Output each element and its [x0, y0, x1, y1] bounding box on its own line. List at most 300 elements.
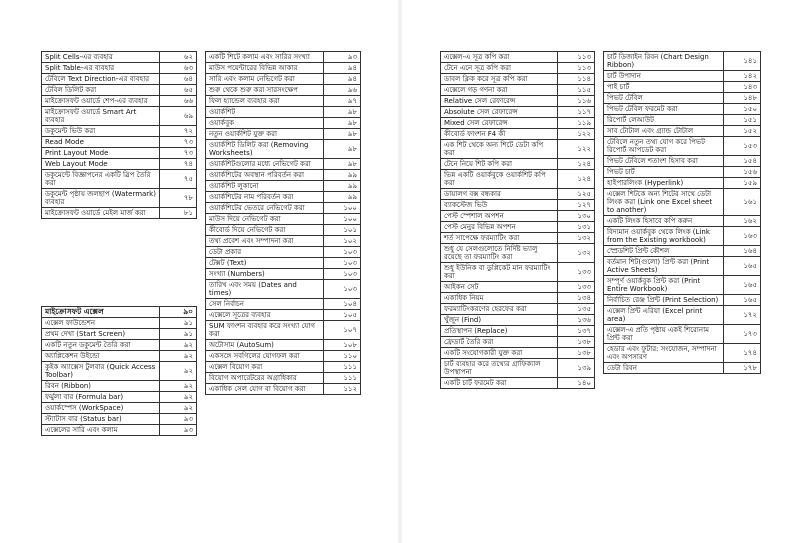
toc-entry-title: টেবিল ডিলিট করা — [42, 85, 160, 96]
toc-entry-title: পেস্ট মেনুর বিভিন্ন অপশন — [441, 222, 558, 233]
toc-page-number: ১৩০ — [558, 211, 595, 222]
toc-page-number: ১৪২ — [724, 71, 761, 82]
toc-page-number: ৭২ — [160, 126, 197, 137]
toc-page-number: ৯৩ — [160, 414, 197, 425]
toc-page-number: ১১৪ — [558, 74, 595, 85]
toc-entry-title: টেবিলে Text Direction-এর ব্যবহার — [42, 74, 160, 85]
toc-row — [206, 214, 361, 225]
toc-page-number: ১৬১ — [724, 189, 761, 216]
toc-entry-title: এক্সেল-এ সূত্র কপি করা — [441, 52, 558, 63]
toc-page-number: ১০৭ — [324, 321, 361, 340]
toc-row — [42, 381, 197, 392]
toc-entry-title: এক শিট থেকে অন্য শিটে ডেটা কপি করা — [441, 140, 558, 159]
toc-page-number: ১০৩ — [324, 280, 361, 299]
toc-entry-title: বিয়োগ অপারেটরের অগ্রাধিকার — [206, 373, 324, 384]
toc-page-number: ৯৪ — [324, 63, 361, 74]
section-title: মাইক্রোসফট এক্সেল — [42, 307, 160, 318]
toc-row — [441, 74, 595, 85]
toc-page-number: ৯৩ — [324, 52, 361, 63]
toc-entry-title: চার্ট ডিজাইন রিবন (Chart Design Ribbon) — [604, 52, 724, 71]
toc-row — [206, 74, 361, 85]
toc-page-number: ৯৯ — [324, 170, 361, 181]
toc-row — [42, 126, 197, 137]
toc-page-number: ১৩৫ — [558, 304, 595, 315]
toc-entry-title: ওয়ার্কশিটের ভেতরে নেভিগেট করা — [206, 203, 324, 214]
toc-entry-title: একটি নতুন ডকুমেন্ট তৈরি করা — [42, 340, 160, 351]
toc-page-number: ১০০ — [324, 214, 361, 225]
toc-row — [441, 140, 595, 159]
toc-page-number: ১৩২ — [558, 233, 595, 244]
toc-entry-title: শুধু ইউনিক বা ডুপ্লিকেট মান ফরম্যাটিং করা — [441, 263, 558, 282]
book-spine — [398, 0, 402, 543]
toc-page-number: ১০৮ — [324, 340, 361, 351]
toc-page-number: ৬৩ — [160, 63, 197, 74]
section-heading-row — [42, 307, 197, 318]
toc-page-number: ১১১ — [324, 373, 361, 384]
toc-page-number: ১৬৩ — [724, 227, 761, 246]
toc-entry-title: একটি সংযোগকারী যুক্ত করা — [441, 348, 558, 359]
toc-row — [604, 52, 761, 71]
toc-row — [441, 189, 595, 200]
toc-entry-title: একসঙ্গে সবগিলের যোগফল করা — [206, 351, 324, 362]
toc-row — [604, 216, 761, 227]
toc-page-number: ৯১ — [160, 318, 197, 329]
toc-page-number: ১২৭ — [558, 200, 595, 211]
toc-entry-title: মাইক্রোসফট ওয়ার্ডে শেপ-এর ব্যবহার — [42, 96, 160, 107]
toc-entry-title: নির্বাচিত রেঞ্জ প্রিন্ট (Print Selection) — [604, 295, 724, 306]
toc-entry-title: Web Layout Mode — [42, 159, 160, 170]
toc-page-number: ৬৯ — [160, 107, 197, 126]
toc-page-number: ১৬২ — [724, 216, 761, 227]
toc-entry-title: রিপোর্ট লেআউট — [604, 115, 724, 126]
toc-entry-title: খুঁজুন (Find) — [441, 315, 558, 326]
toc-row — [42, 351, 197, 362]
toc-row — [604, 295, 761, 306]
toc-page-number: ১১২ — [324, 384, 361, 395]
toc-row — [206, 181, 361, 192]
toc-row — [42, 403, 197, 414]
toc-row — [441, 233, 595, 244]
toc-page-number: ৯৮ — [324, 159, 361, 170]
toc-row — [441, 52, 595, 63]
toc-row — [604, 276, 761, 295]
toc-page-number: ১২৫ — [558, 189, 595, 200]
toc-entry-title: চার্ট ব্যবহার করে তথ্যের গ্রাফিক্যাল উপস্থাপনা — [441, 359, 558, 378]
toc-row — [441, 85, 595, 96]
toc-entry-title: কীবোর্ড ফাংশন F4 কী — [441, 129, 558, 140]
toc-entry-title: ডায়ালগ বক্স বন্ধকার — [441, 189, 558, 200]
toc-row — [206, 269, 361, 280]
toc-entry-title: সম্পূর্ণ ওয়ার্কবুক প্রিন্ট করা (Print Entire Workbook) — [604, 276, 724, 295]
toc-row — [206, 170, 361, 181]
toc-page-number: ৯৮ — [324, 140, 361, 159]
toc-row — [42, 96, 197, 107]
toc-page-number: ১১৫ — [558, 85, 595, 96]
toc-page-number: ১৩৩ — [558, 282, 595, 293]
toc-page-number: ১৫১ — [724, 115, 761, 126]
toc-row — [206, 85, 361, 96]
toc-row — [441, 222, 595, 233]
toc-entry-title: অটোসাম (AutoSum) — [206, 340, 324, 351]
toc-page-number: ৬২ — [160, 52, 197, 63]
toc-entry-title: তারিখ এবং সময় (Dates and times) — [206, 280, 324, 299]
toc-page-number: ৯২ — [160, 392, 197, 403]
toc-row — [604, 115, 761, 126]
toc-entry-title: শুধু যে সেলগুলোতে নির্দিষ্ট ভ্যালু রয়েছে তা ফরম্যাটিং করা — [441, 244, 558, 263]
toc-page-number: ১৭৩ — [724, 325, 761, 344]
toc-page-number: ৭৫ — [160, 170, 197, 189]
toc-entry-title: Split Cells-এর ব্যবহার — [42, 52, 160, 63]
toc-entry-title: Print Layout Mode — [42, 148, 160, 159]
toc-entry-title: ডেটা প্রকার — [206, 247, 324, 258]
toc-entry-title: ওয়ার্কশিটের অবস্থান পরিবর্তন করা — [206, 170, 324, 181]
toc-row — [206, 140, 361, 159]
toc-page-number: ১৫০ — [724, 104, 761, 115]
toc-entry-title: সাব টোটাল এবং গ্র্যান্ড টোটাল — [604, 126, 724, 137]
toc-entry-title: সারি এবং কলাম নেভিগেট করা — [206, 74, 324, 85]
toc-row — [42, 74, 197, 85]
toc-page-number: ১০৩ — [324, 247, 361, 258]
toc-page-number: ৮১ — [160, 208, 197, 219]
toc-entry-title: এক্সেলে গড় গণনা করা — [441, 85, 558, 96]
toc-page-number: ১১৩ — [558, 52, 595, 63]
toc-row — [42, 425, 197, 436]
toc-page-number: ১৩৭ — [558, 326, 595, 337]
toc-page-number: ১১৯ — [558, 118, 595, 129]
toc-row — [604, 246, 761, 257]
toc-row — [441, 170, 595, 189]
toc-entry-title: কীবোর্ড দিয়ে নেভিগেট করা — [206, 225, 324, 236]
toc-row — [206, 96, 361, 107]
toc-row — [206, 192, 361, 203]
toc-entry-title: একাধিক সেল যোগ বা বিয়োগ করা — [206, 384, 324, 395]
toc-row — [206, 362, 361, 373]
toc-page-number: ১০০ — [324, 203, 361, 214]
toc-page-number: ৯৬ — [324, 85, 361, 96]
toc-entry-title: ওয়ার্কস্পেস (WorkSpace) — [42, 403, 160, 414]
toc-row — [206, 373, 361, 384]
toc-page-number: ১০৩ — [324, 258, 361, 269]
toc-row — [206, 63, 361, 74]
toc-table-left-2 — [205, 51, 361, 395]
toc-entry-title: ওয়ার্কশিটের নাম পরিবর্তন করা — [206, 192, 324, 203]
toc-row — [441, 129, 595, 140]
toc-page-number: ৯৮ — [324, 107, 361, 118]
toc-entry-title: আইকন সেট — [441, 282, 558, 293]
toc-row — [441, 244, 595, 263]
toc-entry-title: নতুন ওয়ার্কশিট যুক্ত করা — [206, 129, 324, 140]
section-page-number: ৯০ — [160, 307, 197, 318]
toc-entry-title: SUM ফাংশন ব্যবহার করে সংখ্যা যোগ করা — [206, 321, 324, 340]
toc-entry-title: মাইক্রোসফট ওয়ার্ডে Smart Art ব্যবহার — [42, 107, 160, 126]
toc-page-number: ১৫৯ — [724, 178, 761, 189]
toc-table-left-excel — [41, 306, 197, 436]
toc-page-number: ১৬৪ — [724, 246, 761, 257]
toc-entry-title: টেনে এনে সূত্র কপি করা — [441, 63, 558, 74]
toc-page-number: ৯২ — [160, 362, 197, 381]
toc-page-number: ৭৩ — [160, 137, 197, 148]
toc-page-number: ১৩৮ — [558, 337, 595, 348]
toc-row — [604, 156, 761, 167]
toc-row — [441, 304, 595, 315]
toc-entry-title: এক্সেল ফাউন্ডেশন — [42, 318, 160, 329]
toc-row — [441, 293, 595, 304]
toc-page-number: ১৩১ — [558, 222, 595, 233]
toc-page-number: ৬৬ — [160, 96, 197, 107]
toc-page-number: ৯৩ — [160, 425, 197, 436]
toc-row — [604, 363, 761, 374]
toc-entry-title: ওয়ার্কশিট — [206, 107, 324, 118]
toc-entry-title: এক্সেল-এ প্রতি পৃষ্ঠায় একই শিরোনাম প্রিন্ট করা — [604, 325, 724, 344]
toc-entry-title: ওয়ার্কবুক — [206, 118, 324, 129]
toc-page-number: ১৪০ — [558, 378, 595, 389]
toc-row — [441, 378, 595, 389]
toc-entry-title: Mixed সেল রেফারেন্স — [441, 118, 558, 129]
toc-page-number: ১৪১ — [724, 52, 761, 71]
toc-row — [206, 258, 361, 269]
toc-row — [206, 52, 361, 63]
toc-entry-title: পেস্ট স্পেশাল অপশন — [441, 211, 558, 222]
toc-entry-title: এক্সেলে সূত্রের ব্যবহার — [206, 310, 324, 321]
toc-row — [441, 282, 595, 293]
toc-page-number: ১৩২ — [558, 244, 595, 263]
toc-page-number: ৯২ — [160, 381, 197, 392]
toc-entry-title: স্ট্যাটাস বার (Status bar) — [42, 414, 160, 425]
toc-entry-title: Split Table-এর ব্যবহার — [42, 63, 160, 74]
toc-page-number: ৬৫ — [160, 85, 197, 96]
left-page — [0, 0, 396, 543]
toc-row — [604, 344, 761, 363]
toc-row — [604, 178, 761, 189]
toc-entry-title: একাধিক নিয়ম — [441, 293, 558, 304]
toc-page-number: ১৭৪ — [724, 344, 761, 363]
toc-entry-title: পিভট টেবিল — [604, 93, 724, 104]
toc-entry-title: পিভট চার্ট — [604, 167, 724, 178]
toc-entry-title: অ্যাপ্লিকেশন উইন্ডো — [42, 351, 160, 362]
toc-table-left-1 — [41, 51, 197, 219]
toc-entry-title: পিভট টেবিল ফরমেট করা — [604, 104, 724, 115]
toc-row — [441, 211, 595, 222]
toc-page-number: ৯৪ — [324, 74, 361, 85]
toc-page-number: ১০৩ — [324, 269, 361, 280]
toc-page-number: ৭৪ — [160, 159, 197, 170]
toc-page-number: ১১১ — [324, 362, 361, 373]
toc-row — [42, 107, 197, 126]
toc-entry-title: ডকুমেন্ট ভিউ করা — [42, 126, 160, 137]
toc-page-number: ৯৯ — [324, 192, 361, 203]
toc-entry-title: ফর্মুলা বার (Formula bar) — [42, 392, 160, 403]
toc-entry-title: এক্সেল শিটকে অন্য শিটের সাথে ডেটা লিংক করা (Link one Excel sheet to another) — [604, 189, 724, 216]
toc-row — [206, 225, 361, 236]
toc-row — [441, 118, 595, 129]
toc-page-number: ১০৪ — [324, 299, 361, 310]
toc-entry-title: পাই চার্ট — [604, 82, 724, 93]
toc-entry-title: পিভট টেবিলে শতাংশ হিসাব করা — [604, 156, 724, 167]
toc-entry-title: টেক্সট (Text) — [206, 258, 324, 269]
toc-row — [206, 203, 361, 214]
toc-row — [206, 159, 361, 170]
toc-entry-title: সংখ্যা (Numbers) — [206, 269, 324, 280]
toc-row — [604, 82, 761, 93]
toc-page-number: ৯৯ — [324, 181, 361, 192]
toc-row — [206, 129, 361, 140]
toc-entry-title: শুরু থেকে শুরু করা সারসংক্ষেপ — [206, 85, 324, 96]
toc-entry-title: ডকুমেন্টে বিজ্ঞাপনের একটি স্লিপ তৈরি করা — [42, 170, 160, 189]
toc-entry-title: হাইপারলিংক (Hyperlink) — [604, 178, 724, 189]
toc-page-number: ১২২ — [558, 140, 595, 159]
toc-page-number: ১৩৯ — [558, 359, 595, 378]
toc-entry-title: মাইক্রোসফট ওয়ার্ডে মেইল মার্জ করা — [42, 208, 160, 219]
toc-entry-title: এক্সেল প্রিন্ট এরিয়া (Excel print area) — [604, 306, 724, 325]
toc-row — [42, 329, 197, 340]
toc-row — [441, 96, 595, 107]
toc-page-number: ৯২ — [160, 351, 197, 362]
toc-row — [604, 325, 761, 344]
toc-entry-title: ডকুমেন্ট পৃষ্ঠায় জলছাপ (Watermark) ব্যবহার — [42, 189, 160, 208]
toc-page-number: ১২৪ — [558, 170, 595, 189]
toc-page-number: ১০২ — [324, 236, 361, 247]
toc-row — [42, 208, 197, 219]
toc-page-number: ১৫২ — [724, 126, 761, 137]
toc-row — [441, 326, 595, 337]
toc-row — [42, 85, 197, 96]
toc-entry-title: টেনে নিয়ে শিট কপি করা — [441, 159, 558, 170]
toc-row — [441, 315, 595, 326]
toc-page-number: ১৫৬ — [724, 167, 761, 178]
toc-page-number: ১১৭ — [558, 107, 595, 118]
toc-entry-title: ভিন্ন একটি ওয়ার্কবুকে ওয়ার্কশিট কপি করা — [441, 170, 558, 189]
toc-page-number: ১৭২ — [724, 306, 761, 325]
toc-row — [206, 310, 361, 321]
toc-row — [604, 189, 761, 216]
toc-entry-title: শর্ত সাপেক্ষে ফরম্যাটিং করা — [441, 233, 558, 244]
toc-entry-title: কুইক অ্যাক্সেস টুলবার (Quick Access Toolbar) — [42, 362, 160, 381]
toc-row — [42, 318, 197, 329]
toc-entry-title: স্প্রেডশিট প্রিন্ট কৌশল — [604, 246, 724, 257]
toc-row — [441, 159, 595, 170]
toc-row — [206, 107, 361, 118]
toc-table-right-1 — [440, 51, 595, 389]
toc-entry-title: এক্সেলের সারি এবং কলাম — [42, 425, 160, 436]
toc-row — [441, 348, 595, 359]
toc-entry-title: মাউস পয়েন্টারের বিভিন্ন আকার — [206, 63, 324, 74]
toc-entry-title: ওয়ার্কশিট ডিলিট করা (Removing Worksheets) — [206, 140, 324, 159]
toc-entry-title: ডেটা রিবন — [604, 363, 724, 374]
toc-entry-title: মাউস দিয়ে নেভিগেট করা — [206, 214, 324, 225]
toc-entry-title: Absolute সেল রেফারেন্স — [441, 107, 558, 118]
toc-row — [604, 227, 761, 246]
toc-row — [604, 71, 761, 82]
toc-row — [42, 52, 197, 63]
toc-entry-title: বর্তমান শিট(গুলো) প্রিন্ট করা (Print Active Sheets) — [604, 257, 724, 276]
toc-entry-title: বিদ্যমান ওয়ার্কবুক থেকে লিংক (Link from the Existing workbook) — [604, 227, 724, 246]
toc-entry-title: একটি চার্ট ফরমেট করা — [441, 378, 558, 389]
toc-page-number: ৯১ — [160, 329, 197, 340]
toc-row — [441, 337, 595, 348]
toc-row — [604, 137, 761, 156]
toc-entry-title: ডাবল ক্লিক করে সূত্র কপি করা — [441, 74, 558, 85]
toc-entry-title: প্রতিস্থাপন (Replace) — [441, 326, 558, 337]
toc-page-number: ১১৩ — [558, 63, 595, 74]
toc-page-number: ৯৭ — [324, 96, 361, 107]
toc-row — [604, 126, 761, 137]
toc-page-number: ৯২ — [160, 340, 197, 351]
toc-row — [206, 299, 361, 310]
toc-table-right-2 — [603, 51, 761, 374]
toc-page-number: ১৭৮ — [724, 363, 761, 374]
toc-entry-title: ফিল হ্যান্ডেল ব্যবহার করা — [206, 96, 324, 107]
toc-row — [42, 148, 197, 159]
toc-entry-title: ওয়ার্কশিট লুকানো — [206, 181, 324, 192]
toc-page-number: ১২২ — [558, 129, 595, 140]
toc-entry-title: টেবিলে নতুন তথ্য যোগ করে পিভট রিপোর্ট আপডেট করা — [604, 137, 724, 156]
toc-row — [206, 118, 361, 129]
toc-page-number: ১১৬ — [558, 96, 595, 107]
toc-entry-title: চার্ট উপাদান — [604, 71, 724, 82]
toc-page-number: ১০৫ — [324, 310, 361, 321]
toc-page-number: ১৫৪ — [724, 156, 761, 167]
toc-row — [42, 170, 197, 189]
toc-row — [604, 104, 761, 115]
toc-page-number: ১৩৩ — [558, 263, 595, 282]
toc-page-number: ১৬৫ — [724, 295, 761, 306]
toc-row — [604, 167, 761, 178]
toc-page-number: ৬৪ — [160, 74, 197, 85]
toc-row — [206, 321, 361, 340]
toc-row — [206, 384, 361, 395]
toc-page-number: ৭৩ — [160, 148, 197, 159]
toc-row — [604, 93, 761, 104]
toc-row — [42, 414, 197, 425]
toc-entry-title: একটি লিংক হিসাবে কপি করুন — [604, 216, 724, 227]
toc-page-number: ১৩৪ — [558, 293, 595, 304]
toc-entry-title: প্রথম দেখা (Start Screen) — [42, 329, 160, 340]
toc-row — [604, 306, 761, 325]
toc-entry-title: হেডার এবং ফুটার: সংযোজন, সম্পাদনা এবং অপসারণ — [604, 344, 724, 363]
toc-row — [441, 359, 595, 378]
toc-entry-title: ব্যাকস্টেজ ভিউ — [441, 200, 558, 211]
toc-entry-title: রিবন (Ribbon) — [42, 381, 160, 392]
toc-page-number: ১০১ — [324, 225, 361, 236]
toc-row — [206, 351, 361, 362]
toc-row — [441, 107, 595, 118]
toc-row — [42, 63, 197, 74]
toc-page-number: ৭৮ — [160, 189, 197, 208]
toc-row — [42, 159, 197, 170]
toc-row — [441, 200, 595, 211]
toc-entry-title: ওয়ার্কশিটগুলোর মধ্যে নেভিগেট করা — [206, 159, 324, 170]
toc-page-number: ১১০ — [324, 351, 361, 362]
toc-row — [441, 63, 595, 74]
toc-page-number: ১২৪ — [558, 159, 595, 170]
toc-entry-title: এক্সেল বিয়োগ করা — [206, 362, 324, 373]
toc-entry-title: Relative সেল রেফারেন্স — [441, 96, 558, 107]
toc-row — [206, 236, 361, 247]
toc-page-number: ৯২ — [160, 403, 197, 414]
toc-page-number: ১৩৮ — [558, 348, 595, 359]
toc-entry-title: সেল নির্বাচন — [206, 299, 324, 310]
toc-row — [206, 247, 361, 258]
toc-page-number: ১৬৫ — [724, 257, 761, 276]
toc-entry-title: ফরম্যাটিংকরণের হেরফের করা — [441, 304, 558, 315]
toc-page-number: ১৪৮ — [724, 93, 761, 104]
toc-entry-title: একটি শিটে কলাম এবং সারির সংখ্যা — [206, 52, 324, 63]
toc-row — [42, 392, 197, 403]
toc-entry-title: তথ্য প্রবেশ এবং সম্পাদনা করা — [206, 236, 324, 247]
toc-entry-title: ফ্রেডার্ট তৈরি করা — [441, 337, 558, 348]
toc-entry-title: Read Mode — [42, 137, 160, 148]
toc-row — [604, 257, 761, 276]
